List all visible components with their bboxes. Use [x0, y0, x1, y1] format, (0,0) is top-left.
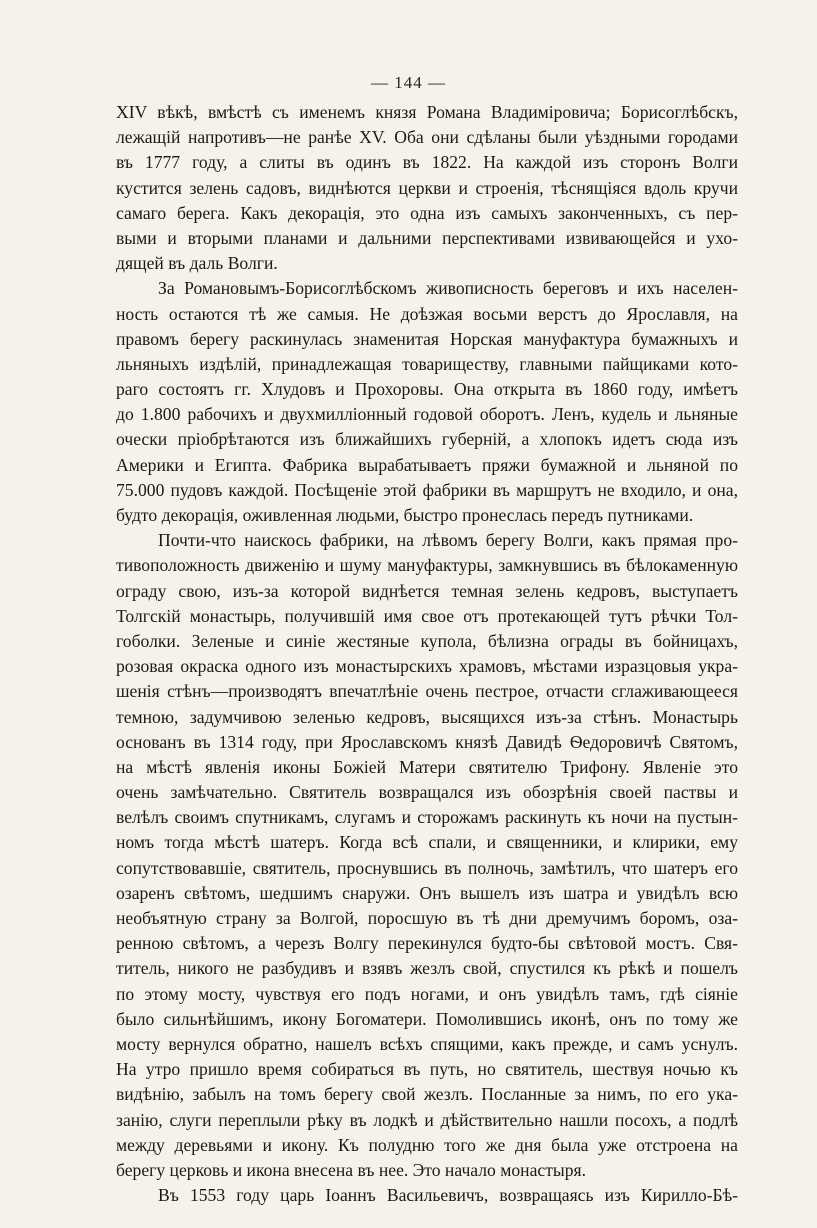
page-number: — 144 — [371, 73, 446, 92]
text-line: занію, слуги переплыли рѣку въ лодкѣ и дѣйствительно нашли посохъ, а подлѣ [116, 1109, 738, 1130]
paragraph [116, 276, 738, 528]
text-line: За Романовымъ-Борисоглѣбскомъ живописность береговъ и ихъ населен- [158, 278, 738, 299]
text-line: на мѣстѣ явленія иконы Божіей Матери святителю Трифону. Явленіе это [116, 756, 738, 777]
text-line: будто декорація, оживленная людьми, быстро пронеслась передъ путниками. [116, 505, 694, 525]
text-line: до 1.800 рабочихъ и двухмилліонный годовой оборотъ. Ленъ, кудель и льняные [116, 404, 738, 425]
text-line: правомъ берегу раскинулась знаменитая Норская мануфактура бумажныхъ и [116, 328, 738, 349]
text-line: Почти-что наискось фабрики, на лѣвомъ берегу Волги, какъ прямая про- [158, 530, 738, 551]
text-line: между деревьями и икону. Къ полудню того же дня была уже отстроена на [116, 1134, 738, 1155]
text-line: въ 1777 году, а слиты въ одинъ въ 1822. На каждой изъ сторонъ Волги [116, 152, 738, 173]
text-line: шенія стѣнъ—производятъ впечатлѣніе очень пестрое, отчасти сглаживающееся [116, 681, 738, 702]
text-line: по этому мосту, чувствуя его подъ ногами, и онъ увидѣлъ тамъ, гдѣ сіяніе [116, 983, 738, 1004]
text-line: видѣнію, забылъ на томъ берегу свой жезлъ. Посланные за нимъ, по его ука- [116, 1084, 738, 1105]
text-line: XIV вѣкѣ, вмѣстѣ съ именемъ князя Романа Владиміровича; Борисоглѣбскъ, [116, 102, 738, 122]
text-line: велѣлъ своимъ спутникамъ, слугамъ и сторожамъ раскинуть къ ночи на пустын- [116, 807, 738, 828]
text-line: льняныхъ издѣлій, принадлежащая товариществу, главными пайщиками кото- [116, 353, 738, 374]
text-line: розовая окраска одного изъ монастырскихъ храмовъ, мѣстами изразцовыя укра- [116, 656, 738, 677]
text-line: номъ тогда мѣстѣ шатеръ. Когда всѣ спали, и священники, и клирики, ему [116, 832, 738, 853]
text-line: Въ 1553 году царь Іоаннъ Васильевичъ, возвращаясь изъ Кирилло-Бѣ- [158, 1185, 738, 1206]
text-line: ограду свою, изъ-за которой виднѣется темная зелень кедровъ, выступаетъ [116, 580, 738, 601]
text-line: озаренъ свѣтомъ, шедшимъ снаружи. Онъ вышелъ изъ шатра и увидѣлъ всю [116, 882, 738, 903]
text-line: титель, никого не разбудивъ и взявъ жезлъ свой, спустился къ рѣкѣ и пошелъ [116, 958, 738, 979]
text-line: гоболки. Зеленые и синіе жестяные купола, бѣлизна ограды въ бойницахъ, [116, 630, 738, 651]
paragraph [116, 528, 738, 1183]
text-line: было сильнѣйшимъ, икону Богоматери. Помолившись иконѣ, онъ по тому же [116, 1008, 738, 1029]
text-line: 75.000 пудовъ каждой. Посѣщеніе этой фабрики въ маршрутъ не входило, и она, [116, 479, 738, 500]
body-text [116, 100, 738, 1208]
text-line: дящей въ даль Волги. [116, 253, 278, 274]
paragraph [116, 1183, 738, 1208]
text-line: тивоположность движенію и шуму мануфактуры, замкнувшись въ бѣлокаменную [116, 555, 738, 576]
text-line: Толгскій монастырь, получившій имя свое отъ протекающей тутъ рѣчки Тол- [116, 605, 738, 626]
paragraph [116, 100, 738, 276]
text-line: ность остаются тѣ же самыя. Не доѣзжая восьми верстъ до Ярославля, на [116, 303, 738, 324]
text-line: необъятную страну за Волгой, поросшую въ тѣ дни дремучимъ боромъ, оза- [116, 908, 738, 928]
text-line: сопутствовавшіе, святитель, проснувшись въ полночь, замѣтилъ, что шатеръ его [116, 857, 738, 878]
text-line: самаго берега. Какъ декорація, это одна изъ самыхъ законченныхъ, съ пер- [116, 202, 738, 223]
text-line: выми и вторыми планами и дальними перспективами извивающейся и ухо- [116, 227, 738, 248]
text-line: берегу церковь и икона внесена въ нее. Это начало монастыря. [116, 1159, 587, 1180]
text-line: Америки и Египта. Фабрика вырабатываетъ пряжи бумажной и льняной по [116, 454, 738, 475]
text-line: ренною свѣтомъ, а черезъ Волгу перекинулся будто-бы свѣтовой мостъ. Свя- [116, 933, 738, 954]
text-line: На утро пришло время собираться въ путь, но святитель, шествуя ночью къ [116, 1059, 738, 1080]
text-line: основанъ въ 1314 году, при Ярославскомъ князѣ Давидѣ Ѳедоровичѣ Святомъ, [116, 731, 738, 752]
text-line: темною, задумчивою зеленью кедровъ, высящихся изъ-за стѣнъ. Монастырь [116, 706, 738, 727]
text-line: кустится зелень садовъ, виднѣются церкви и строенія, тѣснящіяся вдоль кручи [116, 177, 738, 198]
text-line: очески пріобрѣтаются изъ ближайшихъ губерній, а хлопокъ идетъ сюда изъ [116, 429, 738, 450]
text-line: очень замѣчательно. Святитель возвращался изъ обозрѣнія своей паствы и [116, 782, 738, 803]
text-line: лежащій напротивъ—не ранѣе XV. Оба они сдѣланы были уѣздными городами [116, 127, 738, 148]
text-line: раго состоятъ гг. Хлудовъ и Прохоровы. Она открыта въ 1860 году, имѣетъ [116, 379, 738, 400]
text-line: мосту вернулся обратно, нашелъ всѣхъ спящими, какъ прежде, и самъ уснулъ. [116, 1033, 738, 1054]
